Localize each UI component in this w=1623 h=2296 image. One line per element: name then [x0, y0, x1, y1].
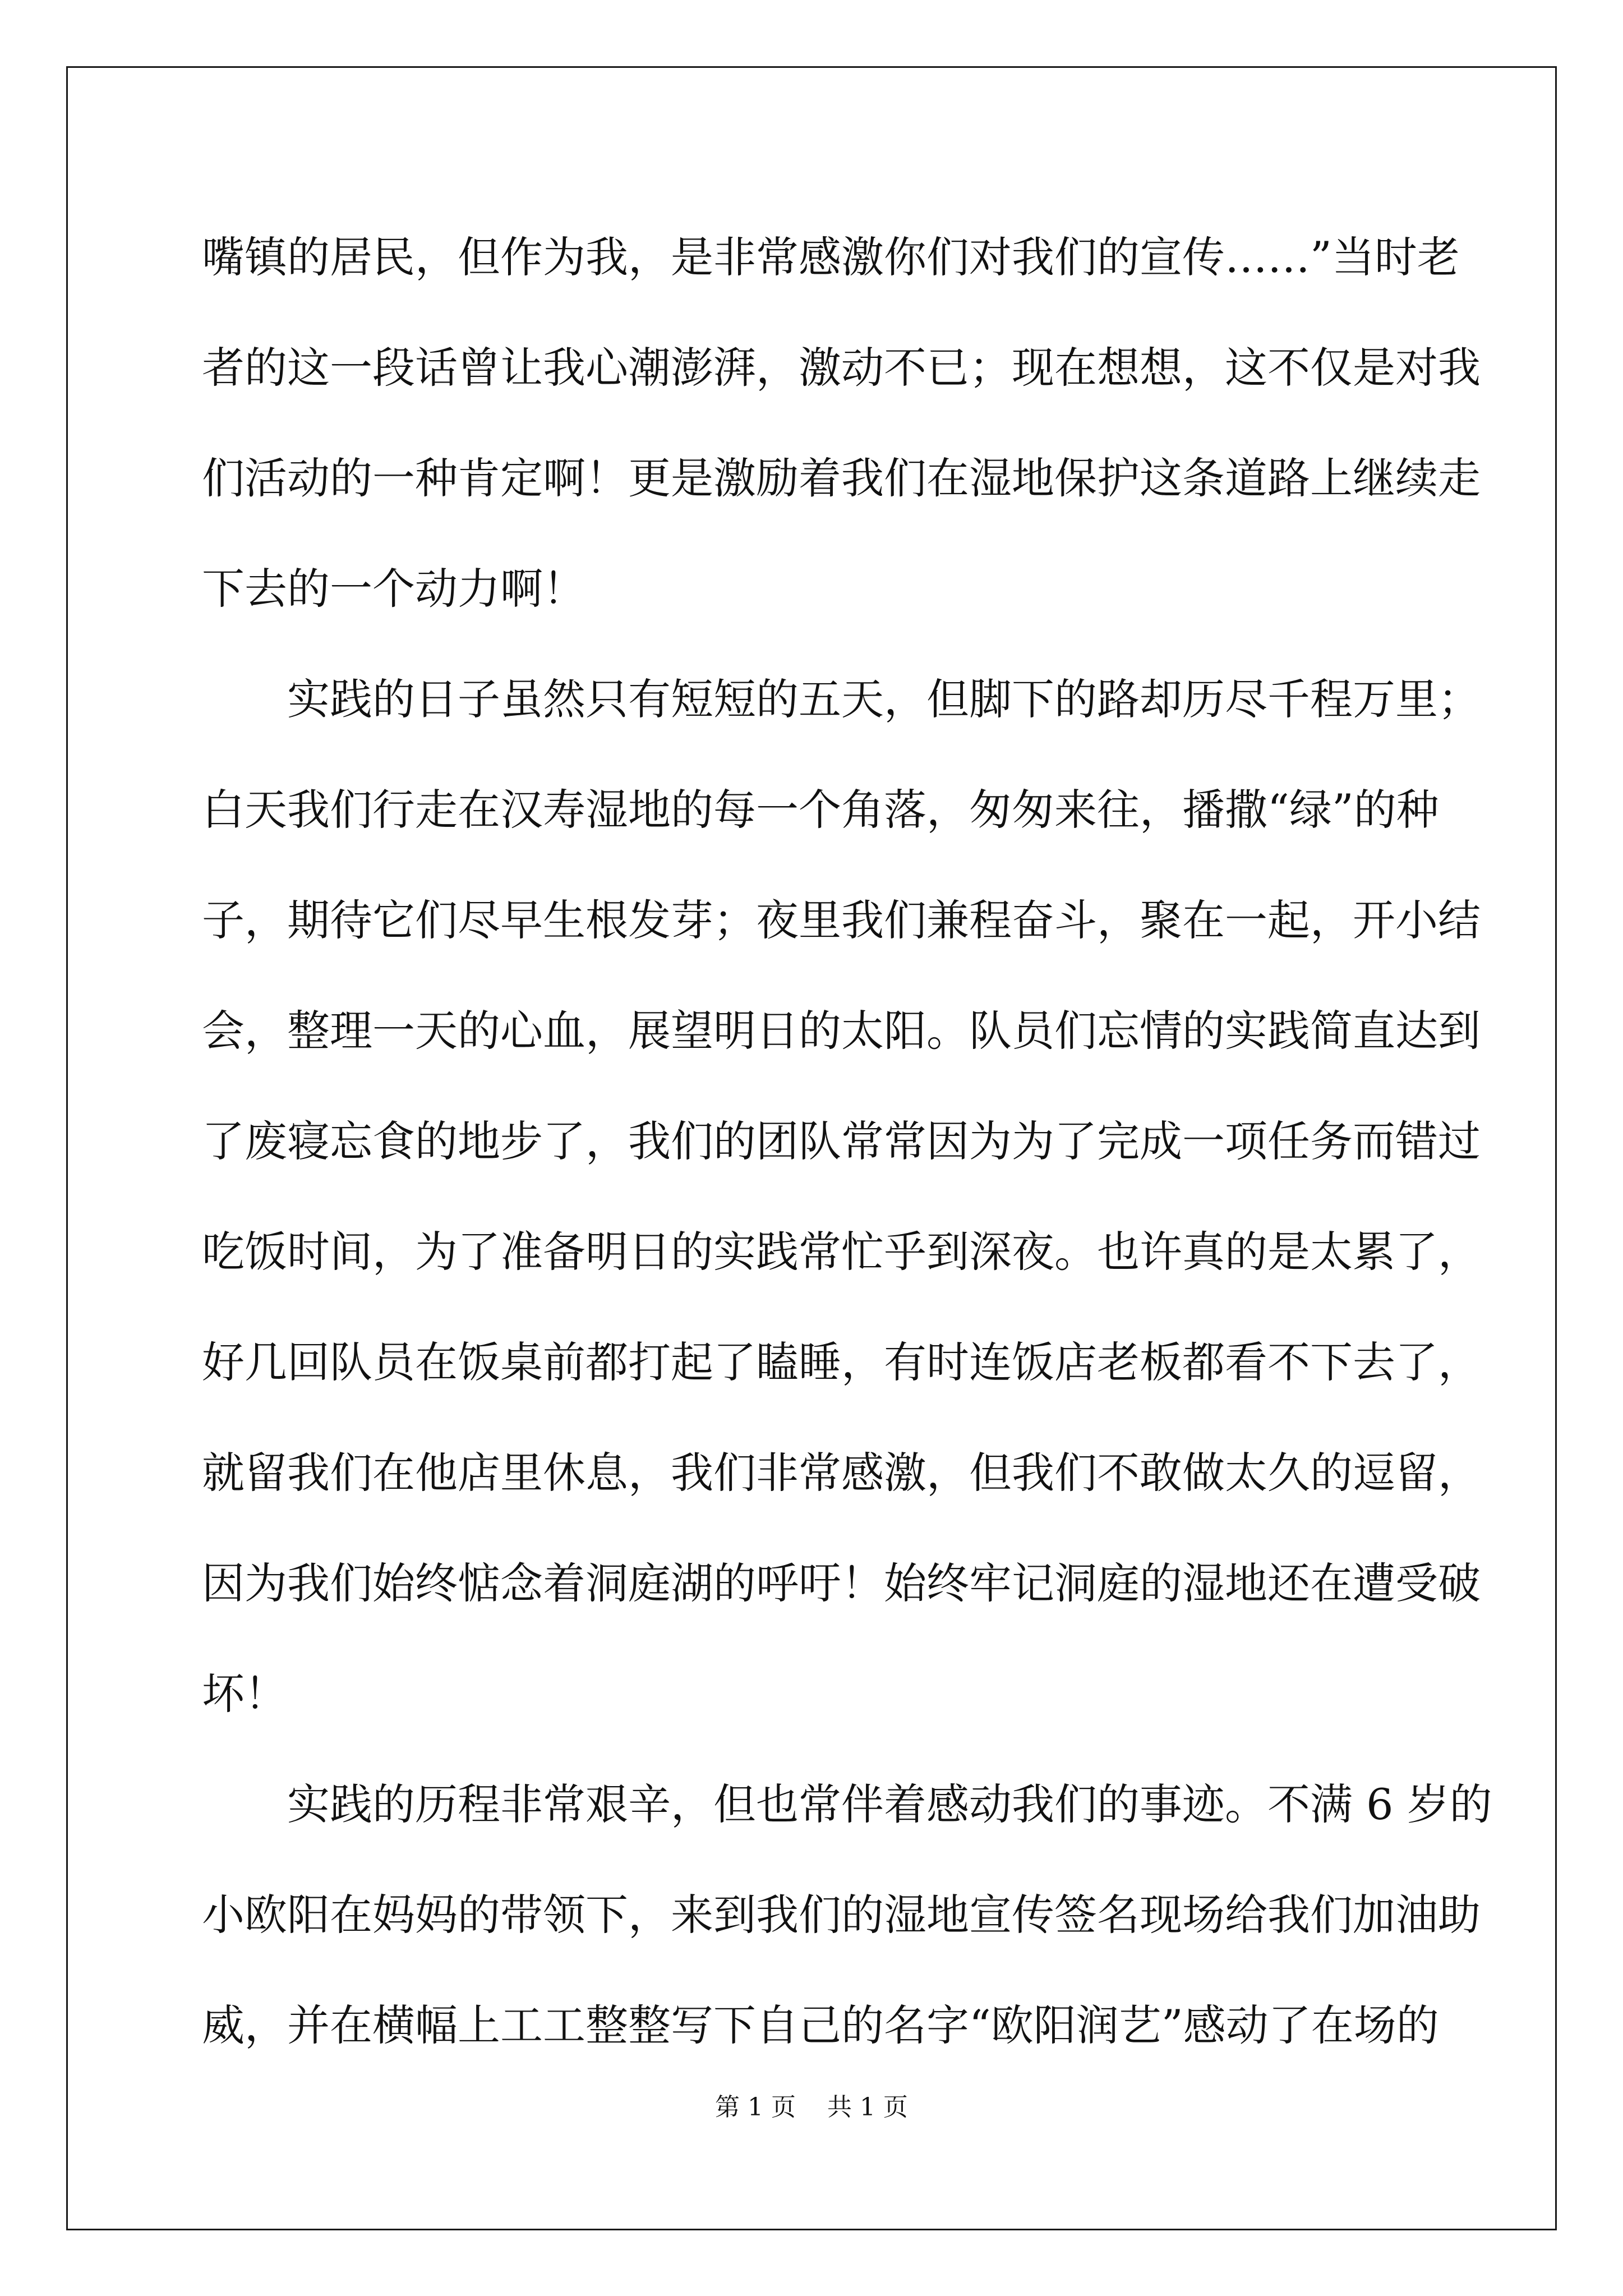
- text-line: 会，整理一天的心血，展望明日的太阳。队员们忘情的实践简直达到: [202, 1006, 1481, 1056]
- page-footer: [0, 2087, 1623, 2123]
- text-line: 实践的历程非常艰辛，但也常伴着感动我们的事迹。不满 6 岁的: [287, 1779, 1492, 1829]
- total-pages: 共 1 页: [827, 2093, 908, 2122]
- text-line: 因为我们始终惦念着洞庭湖的呼吁！始终牢记洞庭的湿地还在遭受破: [202, 1558, 1481, 1608]
- footer-spacer: [796, 2093, 827, 2122]
- document-body: [202, 202, 1492, 2081]
- paragraph-2: [202, 644, 1481, 1749]
- text-line: 威，并在横幅上工工整整写下自己的名字“欧阳润艺”感动了在场的: [202, 2000, 1439, 2050]
- text-line: 了废寝忘食的地步了，我们的团队常常因为为了完成一项任务而错过: [202, 1116, 1481, 1166]
- paragraph-1: [202, 202, 1481, 644]
- text-line: 实践的日子虽然只有短短的五天，但脚下的路却历尽千程万里；: [287, 674, 1481, 724]
- text-line: 下去的一个动力啊！: [202, 564, 585, 614]
- text-line: 吃饭时间，为了准备明日的实践常忙乎到深夜。也许真的是太累了，: [202, 1227, 1481, 1277]
- text-line: 小欧阳在妈妈的带领下，来到我们的湿地宣传签名现场给我们加油助: [202, 1890, 1481, 1940]
- text-line: 就留我们在他店里休息，我们非常感激，但我们不敢做太久的逗留，: [202, 1448, 1481, 1498]
- text-line: 坏！: [202, 1669, 287, 1719]
- text-line: 者的这一段话曾让我心潮澎湃，激动不已；现在想想，这不仅是对我: [202, 343, 1481, 393]
- text-line: 嘴镇的居民，但作为我，是非常感激你们对我们的宣传……”当时老: [202, 232, 1460, 282]
- text-line: 白天我们行走在汉寿湿地的每一个角落，匆匆来往，播撒“绿”的种: [202, 785, 1439, 835]
- paragraph-3: [202, 1749, 1492, 2081]
- page-number: 第 1 页: [715, 2093, 796, 2122]
- text-line: 们活动的一种肯定啊！更是激励着我们在湿地保护这条道路上继续走: [202, 453, 1481, 503]
- text-line: 子，期待它们尽早生根发芽；夜里我们兼程奋斗，聚在一起，开小结: [202, 895, 1481, 945]
- text-line: 好几回队员在饭桌前都打起了瞌睡，有时连饭店老板都看不下去了，: [202, 1337, 1481, 1387]
